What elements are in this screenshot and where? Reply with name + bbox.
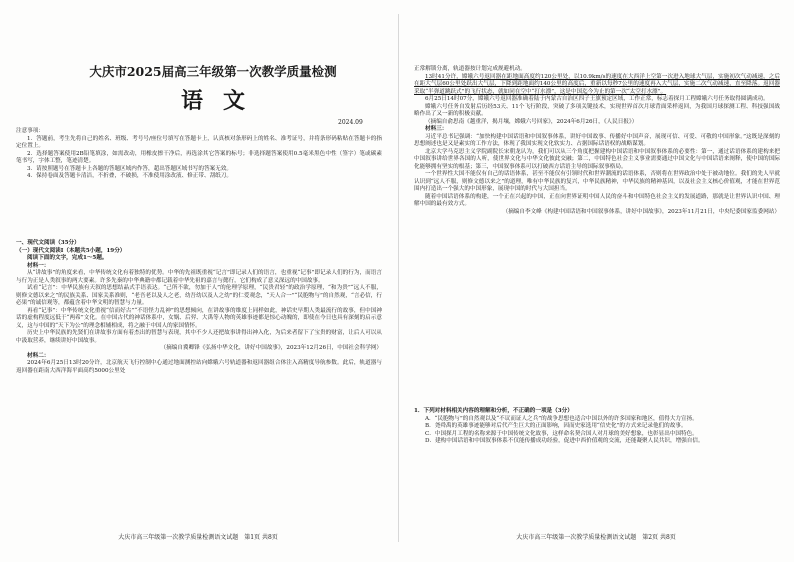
material-3-paragraph: 北京大学马克思主义学院副院长宋朝龙认为，我们可以从三个角度把握建构中国话语和中国叙事体系的必要性：第一，通过话语体系的建构来把中国叙事讲给世界各国的人听，使世界文化与中华文化彼此交融；第二，中国特色社会主义事业需要通过中国文化与中国话语来阐释，使中国的国际化能够拥有坚实的根基；第三，中国叙事体系可以打破西方话语主导的国际叙事格局。 <box>414 148 780 170</box>
material-1-source: （摘编自冀卿锋《弘扬中华文化，讲好中国故事》，2023年12月26日，中国社会科学网） <box>160 345 382 351</box>
exam-date: 2024.09 <box>338 119 363 126</box>
section-subheading: （一）现代文阅读Ⅰ（本题共5小题，19分） <box>16 247 126 254</box>
material-2-source: （摘编自俞思南《越重洋，揭月壤，嫦娥六号回家》，2024年6月26日，《人民日报》） <box>425 118 638 125</box>
material-2-continued <box>414 66 780 216</box>
notes-heading: 注意事项： <box>16 128 44 134</box>
section-1 <box>16 240 382 375</box>
note-item: 4．保持卷面及答题卡清洁，不折叠，不破损，不准使用涂改液、修正带、刮纸刀。 <box>27 173 232 179</box>
material-1-label: 材料一： <box>27 262 50 269</box>
material-3-paragraph: 习近平总书记强调：“加快构建中国话语和中国叙事体系，讲好中国故事、传播好中国声音，展现可信、可爱、可敬的中国形象。”这既是深刻的思想阐述也是又是素实的工作方法，体现了我国实现文化软实力、占据国际话语权的战略谋划。 <box>414 133 780 147</box>
material-2-paragraph: 6月25日14时07分，嫦娥六号返回器准确着陆于内蒙古自治区四子王旗预定区域，工作正常，标志着探月工程嫦娥六号任务取得圆满成功。 <box>425 96 769 102</box>
material-1-paragraph: 再看“记事”：中华传统文化重视“信而好古”“不语怪力乱神”的思想倾向，在讲故事的维度上同样如此，神话史早期人类最流行的故事，但中国神话的虚构程度远低于“两希”文化。在中国古代的神话体系中，女娲、后羿、大禹等人物的英雄事迹都是惊心动魄的，即使在今日也具有深刻的启示意义，这与中国的“天下为公”的理念相辅相成，将之融于中国人的家国情怀。 <box>16 307 382 329</box>
question-1-option-d: D．建构中国话语和中国叙事体系不仅能传播成功经验，促进中西价值观的交流，还能凝聚人民共识，增强自信。 <box>425 438 704 444</box>
subject-title: 语文 <box>180 88 265 114</box>
material-3-paragraph: 一个世界性大国不能仅有自己的话语体系，甚至不能仅有引领时代和世界潮流的话语体系，否则将在世界政治中处于被动地位。我们的先人早就认识到“远人不服，则修文德以来之”的道理，唯有中华民族的复兴，中华民族精神，中华民族的精神基因，以及社会主义核心价值观，才能在世界范围内打造出一个强大的中国形象，展现中国的时代与大国担当。 <box>414 171 780 192</box>
section-heading: 一、现代文阅读（35分） <box>16 240 80 246</box>
material-1-paragraph: 试看“记言”：中华民族有天叙的思想结晶式手语表达。“己所不欲，勿加于人”的伦理学原理，“民贵君轻”的政治学原理，“和为贵”“远人不服，则修文德以来之”的民族关系、国家关系准则，“老吾老以及人之老，幼吾幼以及人之幼”的仁爱观念，“天人合一”“民胞物与”的自然观，“言必信，行必果”的诚信观等，都蕴含着中华文明的智慧与力量。 <box>16 285 382 306</box>
exam-title: 大庆市2025届高三年级第一次教学质量检测 <box>89 64 337 79</box>
notes-block <box>16 128 382 181</box>
section-instruction: 阅读下面的文字，完成1～5题。 <box>27 255 108 261</box>
question-1-option-c: C．中国探月工程的名称来源于中国传统文化故事，这样命名契合国人对月球的美好想象，也彰显出中国特色。 <box>425 430 698 437</box>
question-1 <box>414 408 780 446</box>
material-1-paragraph: 历史上中华民族的先贤们在讲故事方面有着杰出的智慧与表现，其中不少人还把故事讲得出神入化，为后来者留下了宝贵的财富，让后人可以从中汲取营养，继续讲好中国故事。 <box>16 330 382 344</box>
page-2 <box>406 0 786 562</box>
question-1-option-a: A．“民胞物与”的自然观以及“不议而证人之兵”的战争思想也适合中国以外的许多国家和地区，值得大力宣扬。 <box>425 415 698 422</box>
page-divider <box>398 14 399 542</box>
material-2-intro: 正常解锁分离，轨道器按计划完成规避机动。 <box>414 66 526 72</box>
material-2-paragraph: 嫦娥六号任务自发射后历经53天、11个飞行阶段，突破了多项关键技术，实现世界首次月球背面采样返回，为我国月球探测工程、科技强国战略作出了又一新的积极贡献。 <box>414 103 780 117</box>
material-3-label: 材料三： <box>425 126 448 132</box>
material-2-paragraph: 2024年6月25日13时20分许，北京航天飞行控制中心通过地面测控站向嫦娥六号轨道器和返回器组合体注入高精度导航参数。此后，轨道器与返回器在距南大西洋海平面高约5000公里处 <box>16 360 382 374</box>
question-1-stem: 1．下列对材料相关内容的理解和分析，不正确的一项是（3分） <box>414 408 573 414</box>
note-item: 1．答题前，考生先将自己的姓名、班级、考号号/座位号填写在答题卡上，认真核对条形码上的姓名、准考证号，并将条形码粘贴在答题卡的指定位置上。 <box>16 135 382 149</box>
page-1 <box>8 0 388 562</box>
page-footer: 大庆市高三年级第一次教学质量检测语文试题 第2页 共8页 <box>516 534 676 541</box>
material-2-paragraph: 13时41分许，嫦娥六号返回器在距地面高度约120公里处，以10.9km/s的速度在大西洋上空第一次进入地球大气层，实施初次气动减速，之后在距大气层60公里处跃出大气层，下降到距地面约140公里的高度后，重新以每秒7公里的速度再入大气层，实施二次气动减速，直至降落。返回器采取“半弹道跳跃式”的飞行状态，就如同在空中“打水漂”，这是中国迄今为止的第一次“太空打水漂”。 <box>414 73 780 95</box>
material-1-paragraph: 从“讲故事”的角度来看，中华传统文化有着独特的优势。中华的先祖既重视“记言”即记录人们的语言，也重视“记事”即记录人们的行为，而语言与行为正是人类叙事的两大要素。许多先秦的中华典籍中都记载着中华先祖的嘉言与懿行，它们构成了意义深远的中国故事。 <box>16 270 382 284</box>
material-3-paragraph: 随着中国话语体系的构建，一个正在兴起的中国，正在向世界证明中国人民的奋斗和中国特色社会主义的发展道路，那就是让世界认识中国、理解中国的最有效方式。 <box>414 193 780 207</box>
material-3-source: （摘编自李文峰《构建中国话语和中国叙事体系，讲好中国故事》，2023年11月21日，中央纪委国家监委网站） <box>502 208 780 215</box>
material-2-label: 材料二： <box>27 352 50 359</box>
question-1-option-b: B．尧舜禹的英雄事迹能够对后代产生巨大的正面影响，因而史家选用“信史化”的方式来记录他们的故事。 <box>425 423 687 429</box>
note-item: 3．请按照题号在答题卡上各题的答题区域内作答，超出答题区域书写的答案无效。 <box>27 165 232 172</box>
note-item: 2．选择题答案使用2B铅笔填涂，如需改动，用橡皮擦干净后，再选涂其它答案的标号；非选择题答案使用0.5毫米黑色中性（签字）笔或碳素笔书写，字体工整，笔迹清楚。 <box>16 150 382 164</box>
page-footer: 大庆市高三年级第一次教学质量检测语文试题 第1页 共8页 <box>118 534 278 541</box>
